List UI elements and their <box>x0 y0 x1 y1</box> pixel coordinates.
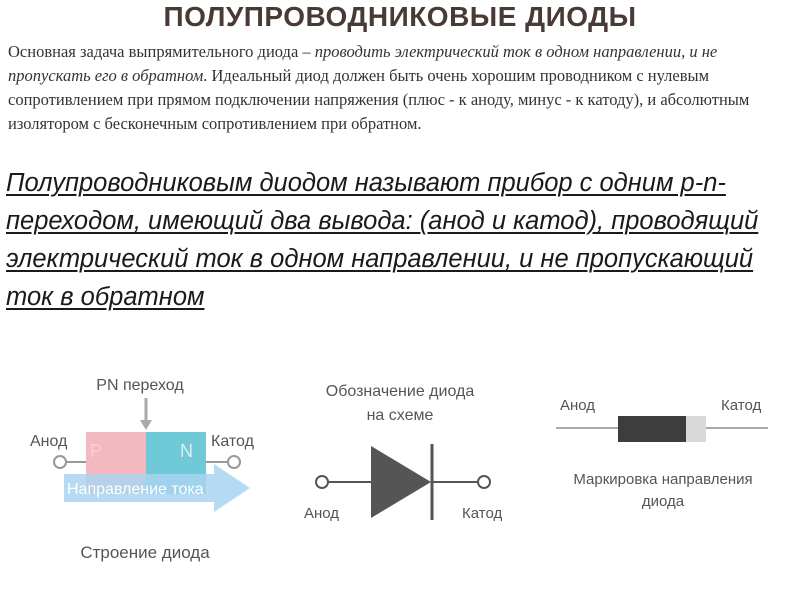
diode-body <box>618 416 686 442</box>
structure-diagram <box>30 377 255 562</box>
anode-terminal-icon <box>54 456 66 468</box>
structure-caption: Строение диода <box>80 543 210 562</box>
current-direction-label: Направление тока <box>67 481 204 498</box>
symbol-caption-line-2: на схеме <box>366 407 434 424</box>
slide-title: ПОЛУПРОВОДНИКОВЫЕ ДИОДЫ <box>163 1 637 32</box>
marking-anode-label: Анод <box>560 397 596 414</box>
marking-caption-line-1: Маркировка направления <box>573 471 753 488</box>
symbol-caption-line-1: Обозначение диода <box>325 383 475 400</box>
symbol-anode-label: Анод <box>304 505 340 522</box>
symbol-diagram <box>304 383 502 522</box>
symbol-anode-terminal-icon <box>316 476 328 488</box>
p-region-label: P <box>90 441 103 461</box>
pn-junction-label: PN переход <box>96 377 184 394</box>
cathode-band <box>686 416 706 442</box>
symbol-cathode-terminal-icon <box>478 476 490 488</box>
structure-cathode-label: Катод <box>211 433 254 450</box>
intro-emphasis: проводить электрический ток в одном направлении, и не пропускать его в обратном <box>8 42 718 85</box>
cathode-terminal-icon <box>228 456 240 468</box>
intro-lead: Основная задача выпрямительного диода – <box>8 42 315 61</box>
intro-rest: . Идеальный диод должен быть очень хорошим проводником с нулевым сопротивлением при прямом подключении напряжения (плюс - к аноду, минус - к катоду), и абсолютным изолятором с бесконечным сопротивлением при обратном. <box>8 66 750 133</box>
diode-triangle-icon <box>371 446 431 518</box>
diode-definition: Полупроводниковым диодом называют прибор с одним p-n-переходом, имеющий два вывода: (анод и катод), проводящий электрический ток в одном направлении, и не пропускающий ток в обратном <box>6 169 759 311</box>
marking-cathode-label: Катод <box>721 397 762 414</box>
symbol-cathode-label: Катод <box>462 505 503 522</box>
n-region-label: N <box>180 441 193 461</box>
marking-caption-line-2: диода <box>641 493 685 510</box>
marking-diagram <box>556 397 768 510</box>
pn-pointer-arrowhead <box>140 420 152 430</box>
structure-anode-label: Анод <box>30 433 68 450</box>
